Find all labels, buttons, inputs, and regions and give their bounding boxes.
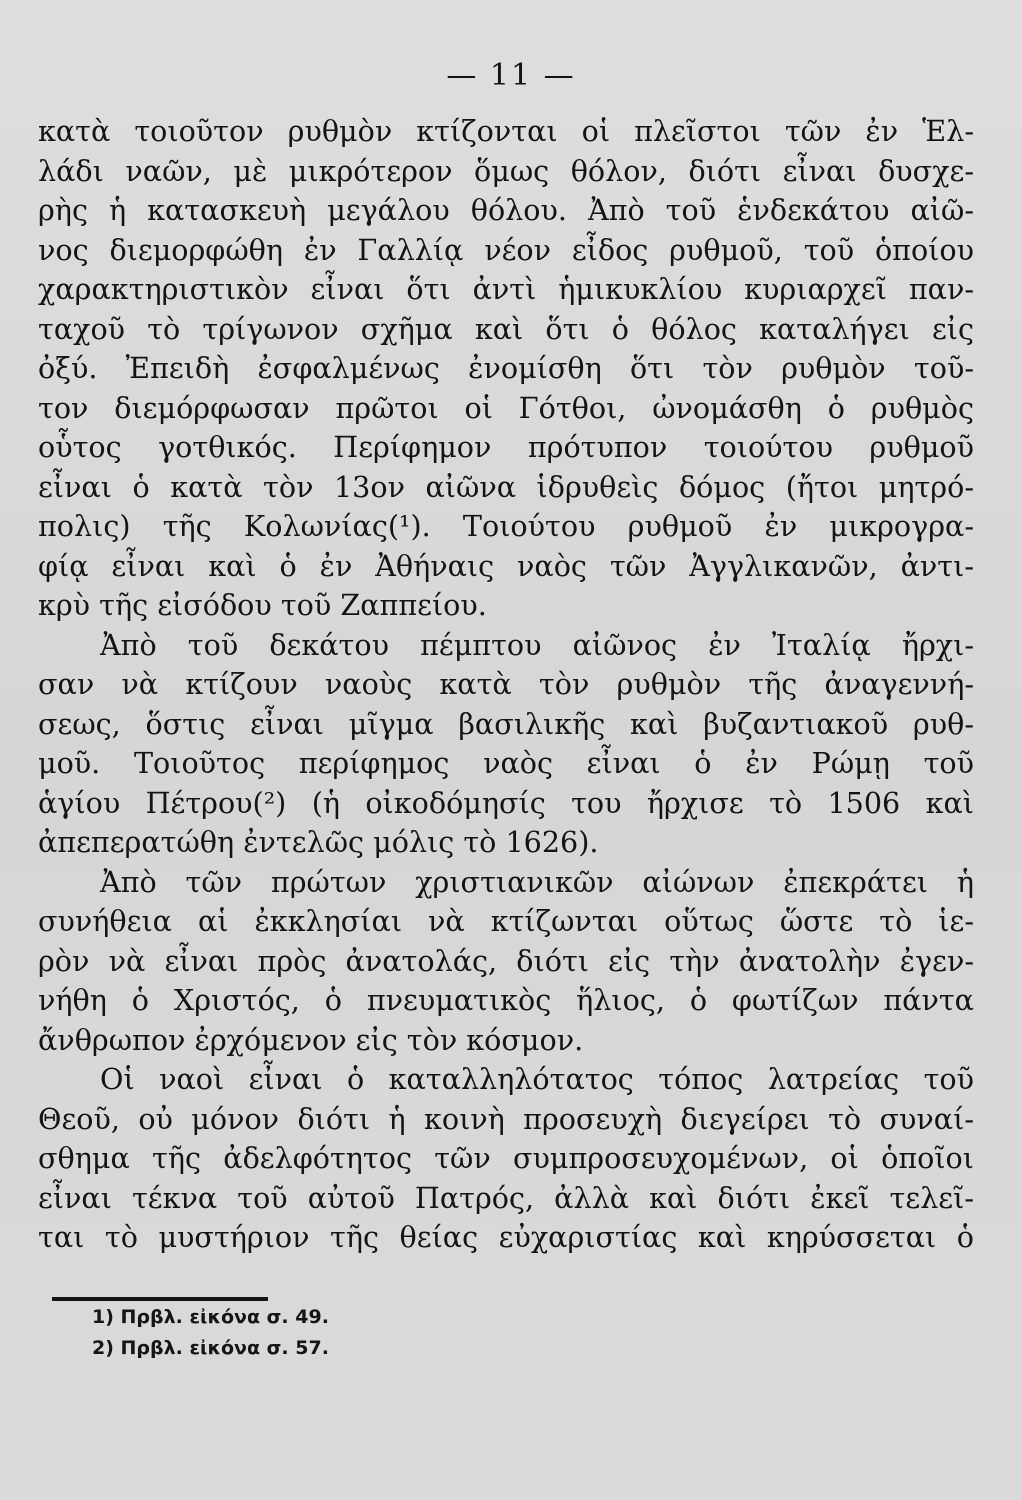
text-line: κατὰ τοιοῦτον ρυθμὸν κτίζονται οἱ πλεῖστοι τῶν ἐν Ἑλ- <box>38 114 974 148</box>
footnote-separator <box>52 1297 268 1301</box>
footnote: 2) Πρβλ. εἰκόνα σ. 57. <box>92 1337 329 1359</box>
page-number: — 11 — <box>446 58 576 93</box>
text-line: ἄνθρωπον ἐρχόμενον εἰς τὸν κόσμον. <box>38 1022 584 1057</box>
text-line: εἶναι τέκνα τοῦ αὐτοῦ Πατρός, ἀλλὰ καὶ διότι ἐκεῖ τελεῖ- <box>38 1180 974 1215</box>
text-line: ρὸν νὰ εἶναι πρὸς ἀνατολάς, διότι εἰς τὴν ἀνατολὴν ἐγεν- <box>38 943 974 978</box>
text-line: Ἀπὸ τοῦ δεκάτου πέμπτου αἰῶνος ἐν Ἰταλίᾳ ἤρχι- <box>100 627 974 662</box>
text-line: ὀξύ. Ἐπειδὴ ἐσφαλμένως ἐνομίσθη ὅτι τὸν ρυθμὸν τοῦ- <box>38 351 974 385</box>
text-line: τον διεμόρφωσαν πρῶτοι οἱ Γότθοι, ὠνομάσθη ὁ ρυθμὸς <box>38 390 974 425</box>
text-line: κρὺ τῆς εἰσόδου τοῦ Ζαππείου. <box>38 588 487 622</box>
text-line: μοῦ. Τοιοῦτος περίφημος ναὸς εἶναι ὁ ἐν Ρώμῃ τοῦ <box>38 746 974 780</box>
text-line: πολις) τῆς Κολωνίας(¹). Τοιούτου ρυθμοῦ ἐν μικρογρα- <box>38 509 974 543</box>
footnote: 1) Πρβλ. εἰκόνα σ. 49. <box>92 1306 329 1328</box>
body-text <box>38 112 974 1258</box>
footnotes <box>92 1302 692 1364</box>
text-line: Οἱ ναοὶ εἶναι ὁ καταλληλότατος τόπος λατρείας τοῦ <box>100 1062 974 1096</box>
text-line: σεως, ὅστις εἶναι μῖγμα βασιλικῆς καὶ βυζαντιακοῦ ρυθ- <box>38 706 974 741</box>
text-line: νος διεμορφώθη ἐν Γαλλίᾳ νέον εἶδος ρυθμοῦ, τοῦ ὁποίου <box>38 232 974 267</box>
text-line: ρὴς ἡ κατασκευὴ μεγάλου θόλου. Ἀπὸ τοῦ ἑνδεκάτου αἰῶ- <box>38 193 974 227</box>
text-line: εἶναι ὁ κατὰ τὸν 13ον αἰῶνα ἱδρυθεὶς δόμος (ἤτοι μητρό- <box>38 469 974 504</box>
text-line: λάδι ναῶν, μὲ μικρότερον ὅμως θόλον, διότι εἶναι δυσχε- <box>38 153 974 188</box>
text-line: νήθη ὁ Χριστός, ὁ πνευματικὸς ἥλιος, ὁ φωτίζων πάντα <box>38 983 974 1017</box>
text-line: χαρακτηριστικὸν εἶναι ὅτι ἀντὶ ἡμικυκλίου κυριαρχεῖ παν- <box>38 272 974 306</box>
text-line: Θεοῦ, οὐ μόνον διότι ἡ κοινὴ προσευχὴ διεγείρει τὸ συναί- <box>38 1101 974 1136</box>
text-line: συνήθεια αἱ ἐκκλησίαι νὰ κτίζωνται οὕτως ὥστε τὸ ἱε- <box>38 904 974 938</box>
text-line: ται τὸ μυστήριον τῆς θείας εὐχαριστίας καὶ κηρύσσεται ὁ <box>38 1220 974 1254</box>
text-line: ἀπεπερατώθη ἐντελῶς μόλις τὸ 1626). <box>38 825 599 859</box>
text-line: οὗτος γοτθικός. Περίφημον πρότυπον τοιούτου ρυθμοῦ <box>38 430 974 464</box>
text-line: σθημα τῆς ἀδελφότητος τῶν συμπροσευχομένων, οἱ ὁποῖοι <box>38 1141 974 1175</box>
text-line: ἁγίου Πέτρου(²) (ἡ οἰκοδόμησίς του ἤρχισε τὸ 1506 καὶ <box>38 785 974 820</box>
text-line: ταχοῦ τὸ τρίγωνον σχῆμα καὶ ὅτι ὁ θόλος καταλήγει εἰς <box>38 311 974 346</box>
text-line: σαν νὰ κτίζουν ναοὺς κατὰ τὸν ρυθμὸν τῆς ἀναγεννή- <box>38 667 974 701</box>
text-line: φίᾳ εἶναι καὶ ὁ ἐν Ἀθήναις ναὸς τῶν Ἀγγλικανῶν, ἀντι- <box>38 548 974 583</box>
text-line: Ἀπὸ τῶν πρώτων χριστιανικῶν αἰώνων ἐπεκράτει ἡ <box>100 864 974 899</box>
